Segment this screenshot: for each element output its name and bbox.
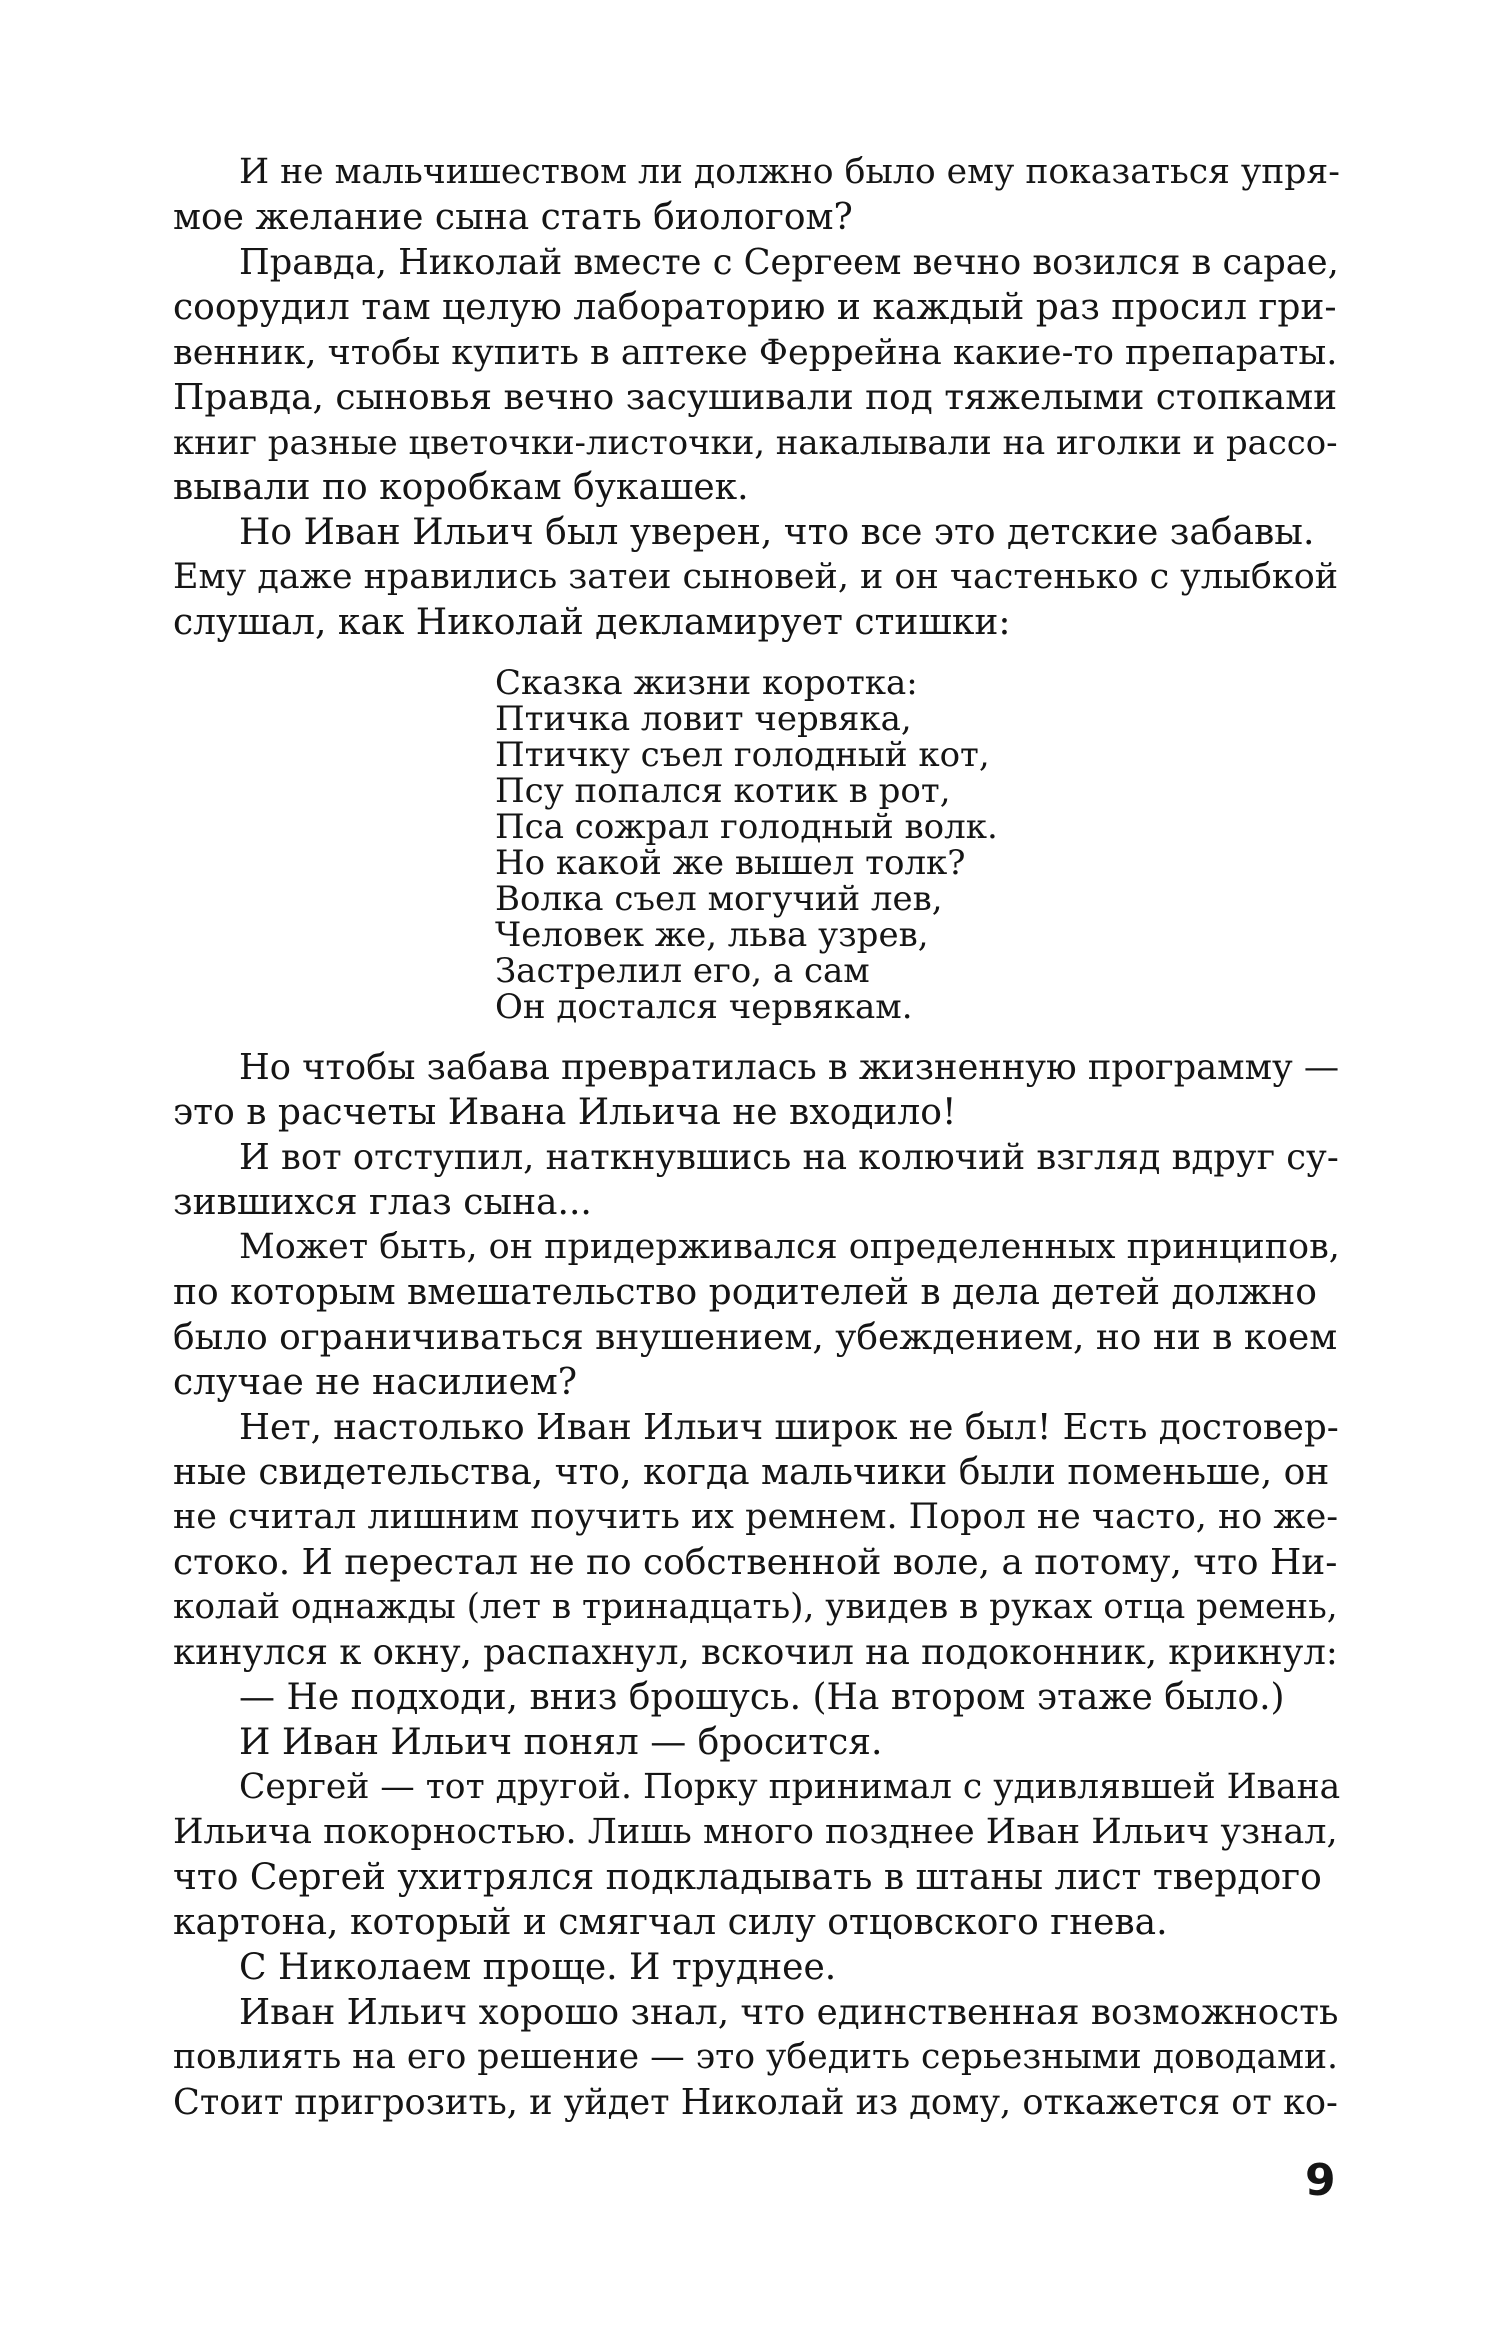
text-line: Может быть, он придерживался определенных принципов,: [239, 1227, 1340, 1267]
poem-line: Псу попался котик в рот,: [495, 771, 951, 811]
text-line: случае не насилием?: [173, 1362, 578, 1403]
text-line: колай однажды (лет в тринадцать), увидев в руках отца ремень,: [173, 1587, 1338, 1627]
text-line: книг разные цветочки-листочки, накалывали на иголки и рассо-: [173, 423, 1338, 462]
text-line: мое желание сына стать биологом?: [173, 197, 853, 238]
poem-line: Застрелил его, а сам: [495, 951, 870, 991]
text-line: Ильича покорностью. Лишь много позднее Иван Ильич узнал,: [173, 1812, 1338, 1852]
text-line: Нет, настолько Иван Ильич широк не был! Есть достовер-: [239, 1407, 1339, 1448]
poem-line: Волка съел могучий лев,: [495, 879, 943, 919]
poem: [173, 665, 1338, 1025]
poem-line: Птичка ловит червяка,: [495, 699, 912, 739]
text-line: И не мальчишеством ли должно было ему показаться упря-: [239, 152, 1340, 192]
poem-line: Но какой же вышел толк?: [495, 843, 966, 883]
text-line: И вот отступил, наткнувшись на колючий взгляд вдруг су-: [239, 1137, 1339, 1178]
text-line: венник, чтобы купить в аптеке Феррейна какие-то препараты.: [173, 332, 1338, 373]
text-line: Но чтобы забава превратилась в жизненную программу —: [239, 1047, 1340, 1088]
text-line: что Сергей ухитрялся подкладывать в штаны лист твердого: [173, 1857, 1322, 1898]
poem-line: Пса сожрал голодный волк.: [495, 807, 998, 847]
text-line: стоко. И перестал не по собственной воле, а потому, что Ни-: [173, 1542, 1338, 1583]
text-line: Стоит пригрозить, и уйдет Николай из дому, откажется от ко-: [173, 2082, 1338, 2123]
text-line: зившихся глаз сына...: [173, 1182, 592, 1223]
poem-line: Человек же, льва узрев,: [495, 915, 929, 955]
text-line: И Иван Ильич понял — бросится.: [239, 1722, 883, 1763]
text-line: Правда, Николай вместе с Сергеем вечно возился в сарае,: [239, 242, 1339, 283]
poem-line: Сказка жизни коротка:: [495, 663, 918, 703]
text-line: повлиять на его решение — это убедить серьезными доводами.: [173, 2037, 1339, 2077]
text-line: соорудил там целую лабораторию и каждый раз просил гри-: [173, 287, 1337, 328]
poem-line: Он достался червякам.: [495, 987, 913, 1027]
book-page-text: [173, 150, 1341, 2125]
text-line: Но Иван Ильич был уверен, что все это детские забавы.: [239, 512, 1315, 553]
text-line: — Не подходи, вниз брошусь. (На втором этаже было.): [239, 1677, 1285, 1718]
text-line: не считал лишним поучить их ремнем. Порол не часто, но же-: [173, 1497, 1339, 1537]
page-number: 9: [1305, 2155, 1336, 2206]
text-line: Ему даже нравились затеи сыновей, и он частенько с улыбкой: [173, 557, 1339, 597]
text-line: это в расчеты Ивана Ильича не входило!: [173, 1092, 957, 1133]
text-line: вывали по коробкам букашек.: [173, 467, 749, 508]
text-line: картона, который и смягчал силу отцовского гнева.: [173, 1902, 1168, 1943]
text-line: С Николаем проще. И труднее.: [239, 1947, 837, 1988]
text-line: ные свидетельства, что, когда мальчики были поменьше, он: [173, 1452, 1330, 1493]
text-line: Сергей — тот другой. Порку принимал с удивлявшей Ивана: [239, 1767, 1341, 1807]
text-line: кинулся к окну, распахнул, вскочил на подоконник, крикнул:: [173, 1632, 1338, 1673]
text-line: Иван Ильич хорошо знал, что единственная возможность: [239, 1992, 1339, 2033]
text-line: по которым вмешательство родителей в дела детей должно: [173, 1272, 1317, 1313]
text-line: слушал, как Николай декламирует стишки:: [173, 602, 1011, 643]
text-line: было ограничиваться внушением, убеждением, но ни в коем: [173, 1317, 1338, 1358]
text-line: Правда, сыновья вечно засушивали под тяжелыми стопками: [173, 377, 1338, 418]
poem-line: Птичку съел голодный кот,: [495, 735, 990, 775]
